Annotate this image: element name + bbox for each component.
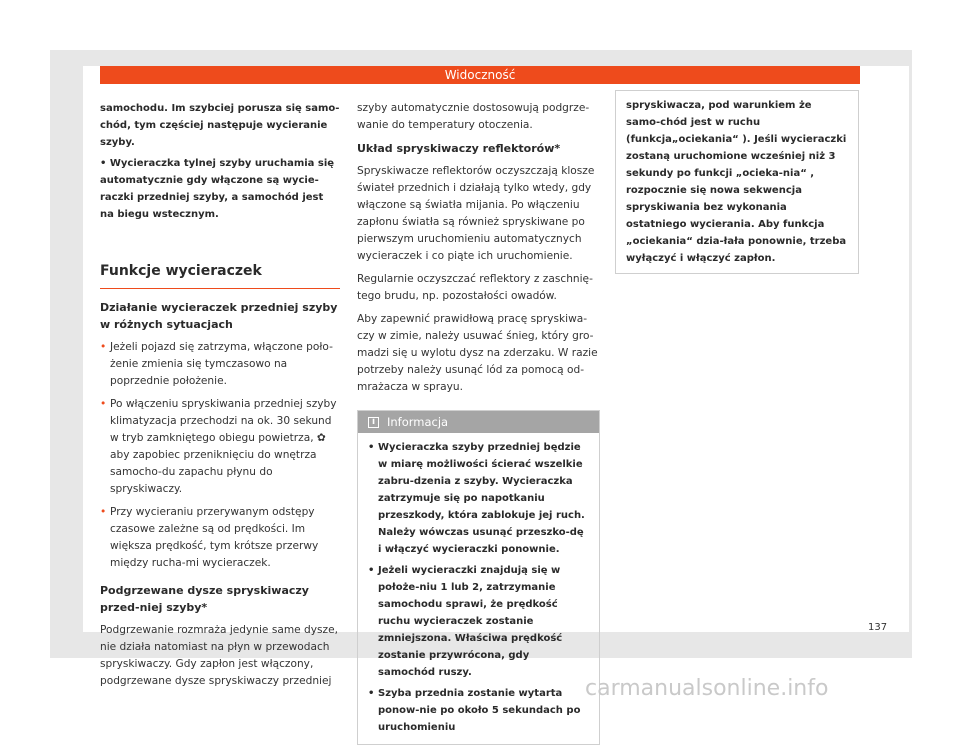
continued-bold-block (100, 100, 340, 223)
section-title: Funkcje wycieraczek (100, 263, 340, 289)
info-box-header (358, 411, 599, 433)
paragraph: Spryskiwacze reflektorów oczyszczają klosze świateł przednich i działają tylko wtedy, gdy włączone są światła mijania. Po włączeniu zapłonu światła są również spryskiwane po pierwszym uruchomieniu automatycznych wycieraczek i co piąte ich uruchomienie. (357, 165, 595, 262)
info-bullet: • Wycieraczka szyby przedniej będzie w miarę możliwości ścierać wszelkie zabru-dzenia z szyby. Wycieraczka zatrzymuje się po napotkaniu przeszkody, która zablokuje jej ruch. Należy wówczas usunąć przeszko-dę i włączyć wycieraczki ponownie. (368, 439, 589, 558)
info-bullet: • Jeżeli wycieraczki znajdują się w położe-niu 1 lub 2, zatrzymanie samochodu sprawi, że prędkość ruchu wycieraczek zostanie zmniejszona. Właściwa prędkość zostanie przywrócona, gdy samochód ruszy. (368, 562, 589, 681)
paragraph: Regularnie oczyszczać reflektory z zaschnię-tego brudu, np. pozostałości owadów. (357, 273, 593, 302)
bold-paragraph: • Wycieraczka tylnej szyby uruchamia się automatycznie gdy włączone są wycie-raczki przedniej szyby, a samochód jest na biegu wstecznym. (100, 158, 335, 220)
section-header-title: Widoczność (444, 68, 516, 82)
info-icon: i (368, 417, 379, 428)
column-middle (357, 100, 600, 745)
column-right (615, 90, 859, 274)
paragraph: Podgrzewanie rozmraża jedynie same dysze, nie działa natomiast na płyn w przewodach spryskiwaczy. Gdy zapłon jest włączony, podgrzewane dysze spryskiwaczy przedniej (100, 624, 338, 687)
subheading-headlight-washers: Układ spryskiwaczy reflektorów* (357, 142, 561, 155)
info-box-body (358, 433, 599, 744)
subheading-windshield-wipers: Działanie wycieraczek przedniej szyby w różnych sytuacjach (100, 301, 338, 331)
watermark: carmanualsonline.info (585, 676, 829, 701)
column-left (100, 100, 340, 696)
paragraph: szyby automatycznie dostosowują podgrze-wanie do temperatury otoczenia. (357, 102, 590, 131)
continued-info-box (615, 90, 859, 274)
bullet-item: • Po włączeniu spryskiwania przedniej szyby klimatyzacja przechodzi na ok. 30 sekund w tryb zamkniętego obiegu powietrza, ✿ aby zapobiec przeniknięciu do wnętrza samocho-du zapachu płynu do spryskiwaczy. (100, 396, 340, 498)
info-box-title: Informacja (387, 415, 449, 429)
bullet-item: • Przy wycieraniu przerywanym odstępy czasowe zależne są od prędkości. Im większa prędkość, tym krótsze przerwy między rucha-mi wycieraczek. (100, 504, 340, 572)
section-header-bar (100, 66, 860, 84)
info-bullet: • Szyba przednia zostanie wytarta ponow-nie po około 5 sekundach po uruchomieniu (368, 685, 589, 736)
info-box-continuation: spryskiwacza, pod warunkiem że samo-chód jest w ruchu (funkcja„ociekania“ ). Jeśli wycieraczki zostaną uruchomione wcześniej niż 3 sekundy po funkcji „ocieka-nia“ , rozpocznie się nowa sekwencja spryskiwania bez wykonania ostatniego wycierania. Aby funkcja „ociekania“ dzia-łała ponownie, trzeba wyłączyć i włączyć zapłon. (626, 100, 847, 264)
bullet-item: • Jeżeli pojazd się zatrzyma, włączone poło-żenie zmienia się tymczasowo na poprzednie położenie. (100, 339, 340, 390)
paragraph: Aby zapewnić prawidłową pracę spryskiwa-czy w zimie, należy usuwać śnieg, który gro-madzi się u wylotu dysz na zderzaku. W razie potrzeby należy usunąć lód za pomocą od-mrażacza w sprayu. (357, 313, 598, 393)
bold-paragraph: samochodu. Im szybciej porusza się samo-chód, tym częściej następuje wycieranie szyby. (100, 103, 340, 148)
info-box (357, 410, 600, 745)
subheading-heated-nozzles: Podgrzewane dysze spryskiwaczy przed-niej szyby* (100, 584, 309, 614)
page-number: 137 (868, 622, 888, 633)
